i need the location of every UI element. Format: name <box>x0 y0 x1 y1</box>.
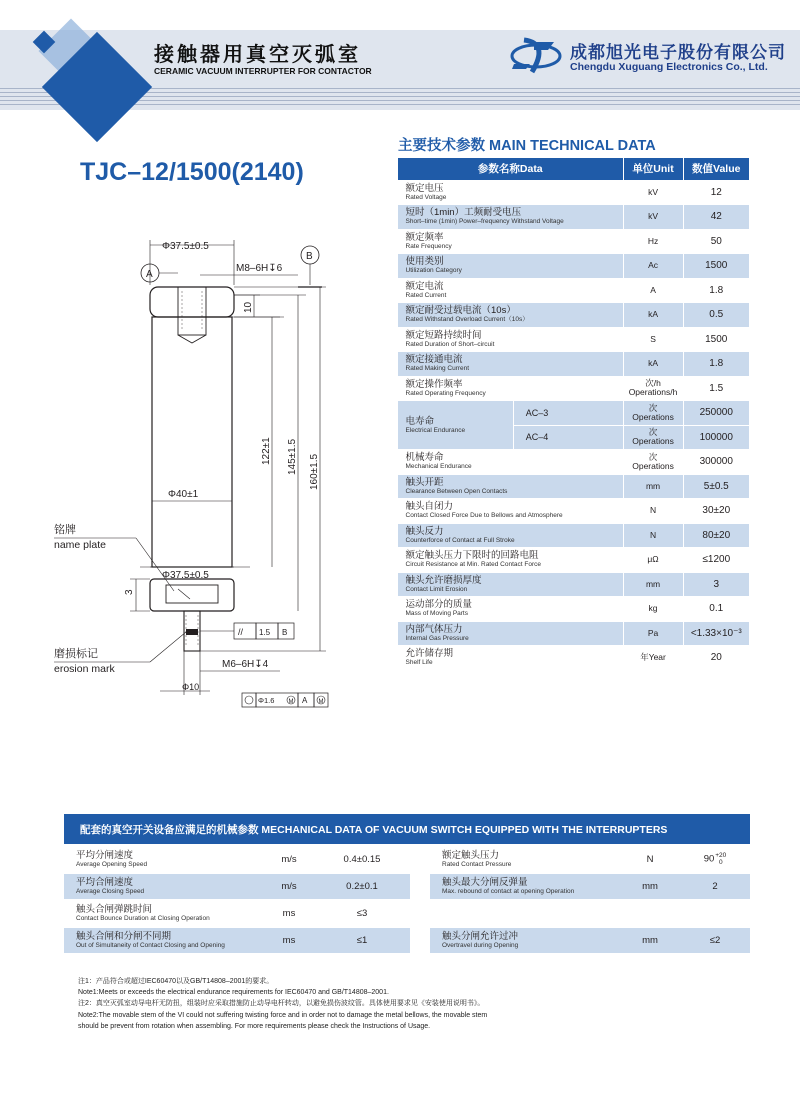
row-value: 50 <box>683 229 749 254</box>
row-label-cn: 触头自闭力 <box>405 501 454 513</box>
note-line: 注1：产品符合或超过IEC60470以及GB/T14808–2001的要求。 <box>78 978 274 985</box>
mech-table-right <box>430 846 750 955</box>
row-label-cn: 内部气体压力 <box>405 623 463 635</box>
unit-text-2: Operations/h <box>628 387 678 398</box>
row-label <box>398 254 624 279</box>
mech-unit: N <box>620 846 680 873</box>
thread-top-label: M8–6H↧6 <box>236 263 283 274</box>
row-unit <box>623 499 683 524</box>
mech-value <box>680 873 750 900</box>
mech-unit: m/s <box>264 873 314 900</box>
erosion-label-en: erosion mark <box>54 663 115 675</box>
row-value: ≤1200 <box>683 548 749 573</box>
mech-value <box>314 873 410 900</box>
note-line: should be prevent from rotation when assembling. For more requirements please check the Instructions of Usage. <box>78 1022 431 1030</box>
mech-unit: ms <box>264 927 314 954</box>
table-row <box>398 450 750 475</box>
row-value: 1500 <box>683 327 749 352</box>
parallel-tolerance: 1.5 <box>259 628 271 637</box>
table-row <box>398 523 750 548</box>
table-row <box>398 474 750 499</box>
nameplate-label-en: name plate <box>54 539 106 551</box>
row-label <box>398 303 624 328</box>
company-logo-icon <box>510 36 562 76</box>
row-label <box>398 352 624 377</box>
unit-text: A <box>650 284 656 295</box>
note-line: 注2：真空灭弧室动导电杆无防扭，组装时应采取措施防止动导电杆转动，以避免损伤波纹管。具体使用要求见《安装使用说明书》。 <box>78 1000 485 1008</box>
leader-line <box>150 632 186 662</box>
spec-table <box>397 158 749 671</box>
row-label-cn: 触头允许磨损厚度 <box>405 574 482 586</box>
mech-label-en: Overtravel during Opening <box>442 942 519 949</box>
dim-10-label: 10 <box>243 301 254 313</box>
row-unit <box>623 450 683 475</box>
tolerance-lower: 0 <box>718 859 723 866</box>
mech-unit: mm <box>620 873 680 900</box>
table-row <box>398 572 750 597</box>
mech-section-title: 配套的真空开关设备应满足的机械参数 MECHANICAL DATA OF VACUUM SWITCH EQUIPPED WITH THE INTERRUPTERS <box>64 814 750 844</box>
row-value: 1.5 <box>683 376 749 401</box>
endurance-category: AC–3 <box>513 401 623 426</box>
row-unit <box>623 180 683 205</box>
mech-label-cn: 触头分闸允许过冲 <box>442 931 519 942</box>
row-unit: 次 Operations <box>623 425 683 450</box>
row-unit <box>623 474 683 499</box>
row-label <box>398 474 624 499</box>
unit-text: kA <box>648 309 658 320</box>
mech-label-cn: 平均分闸速度 <box>76 849 134 861</box>
unit-text: Ac <box>648 260 658 271</box>
unit-text: kV <box>648 211 658 222</box>
row-value: 3 <box>683 572 749 597</box>
row-value: 1500 <box>683 254 749 279</box>
row-value: 100000 <box>683 425 749 450</box>
table-row <box>398 229 750 254</box>
unit-text: kV <box>648 186 658 197</box>
row-unit <box>623 646 683 671</box>
row-label-en: Contact Closed Force Due to Bellows and Atmosphere <box>405 512 563 520</box>
row-label-cn: 额定耐受过载电流（10s） <box>405 305 516 317</box>
note-line: Note2:The movable stem of the VI could not suffering twisting force and in order not to damage the metal bellows, the movable stem <box>78 1011 488 1019</box>
dim-160-label: 160±1.5 <box>309 453 320 490</box>
table-row <box>398 376 750 401</box>
row-label-cn: 额定频率 <box>405 231 444 243</box>
mech-label <box>430 900 620 927</box>
row-label-cn: 额定电压 <box>405 182 444 194</box>
hatch-line <box>178 589 190 599</box>
mech-value-text: ≤2 <box>709 935 721 946</box>
unit-text-2: Operations <box>632 460 674 471</box>
row-label-en: Mechanical Endurance <box>405 463 472 471</box>
row-value: 1.8 <box>683 278 749 303</box>
erosion-mark <box>186 629 198 635</box>
doc-title-en: CERAMIC VACUUM INTERRUPTER FOR CONTACTOR <box>154 66 372 76</box>
dia-body-label: Φ40±1 <box>168 489 199 500</box>
mech-value <box>680 846 750 873</box>
mech-value-text: ≤3 <box>356 908 368 919</box>
row-label <box>398 621 624 646</box>
mech-label <box>430 873 620 900</box>
row-label-cn: 额定电流 <box>405 280 444 292</box>
mech-label <box>64 900 264 927</box>
row-unit: 次 Operations <box>623 401 683 426</box>
table-row <box>64 846 410 873</box>
mech-unit: mm <box>620 927 680 954</box>
mech-unit: m/s <box>264 846 314 873</box>
row-label-cn: 触头反力 <box>405 525 444 537</box>
table-row <box>398 327 750 352</box>
leader-line <box>136 538 174 591</box>
upper-end-cap <box>150 287 234 317</box>
table-row <box>430 927 750 954</box>
position-tolerance: Φ1.6 <box>258 696 275 705</box>
unit-text: 次/h <box>645 378 661 389</box>
row-unit <box>623 572 683 597</box>
mmc-symbol: M <box>288 699 294 705</box>
table-row <box>398 352 750 377</box>
table-row <box>64 900 410 927</box>
mech-unit <box>620 900 680 927</box>
row-value: 1.8 <box>683 352 749 377</box>
mech-value <box>680 927 750 954</box>
row-value: 0.5 <box>683 303 749 328</box>
mech-label-en: Average Opening Speed <box>76 860 148 868</box>
row-unit <box>623 352 683 377</box>
row-label-cn: 短时（1min）工频耐受电压 <box>405 207 522 219</box>
row-label-cn: 额定操作频率 <box>405 378 463 390</box>
row-unit <box>623 327 683 352</box>
unit-text: 次 <box>648 451 658 462</box>
endurance-category: AC–4 <box>513 425 623 450</box>
mech-label <box>64 927 264 954</box>
spec-header-row <box>398 158 750 180</box>
parallel-ref: B <box>282 628 288 637</box>
spec-header-param: 参数名称Data <box>398 158 624 180</box>
row-label <box>398 229 624 254</box>
lower-end-cap <box>150 579 234 611</box>
row-label <box>398 597 624 622</box>
table-row <box>398 597 750 622</box>
mech-label-cn: 触头最大分闸反弹量 <box>442 877 528 888</box>
nameplate-label-cn: 铭牌 <box>54 524 76 536</box>
row-label-cn: 使用类别 <box>405 256 444 268</box>
table-row <box>398 548 750 573</box>
mech-label-en: Rated Contact Pressure <box>442 860 512 868</box>
unit-text: Pa <box>647 627 659 638</box>
mech-label-en: Out of Simultaneity of Contact Closing and Opening <box>76 942 225 949</box>
row-unit <box>623 229 683 254</box>
row-label <box>398 376 624 401</box>
company-name-cn: 成都旭光电子股份有限公司 <box>570 43 786 62</box>
ceramic-body <box>152 317 232 567</box>
parallel-symbol: // <box>238 627 244 637</box>
row-unit <box>623 278 683 303</box>
row-label-cn: 机械寿命 <box>405 452 444 464</box>
dia-top-label: Φ37.5±0.5 <box>162 241 209 252</box>
table-row <box>64 927 410 954</box>
mech-label <box>64 846 264 873</box>
row-value: 80±20 <box>683 523 749 548</box>
row-unit <box>623 621 683 646</box>
row-label-en: Rated Voltage <box>405 193 447 201</box>
unit-text: S <box>650 333 656 344</box>
row-value: 300000 <box>683 450 749 475</box>
mech-value-text: 90 <box>703 853 715 865</box>
name-plate <box>166 585 218 603</box>
row-label-en: Rated Withstand Overload Current（10s） <box>405 316 529 324</box>
mmc-symbol: M <box>318 699 324 705</box>
row-label-en: Rated Duration of Short–circuit <box>405 340 495 348</box>
row-label-en: Clearance Between Open Contacts <box>405 487 508 495</box>
unit-text: 年Year <box>640 652 666 663</box>
mech-value-text: ≤1 <box>356 935 368 946</box>
erosion-label-cn: 磨损标记 <box>54 648 98 660</box>
unit-text: μΩ <box>647 554 659 565</box>
table-row <box>398 303 750 328</box>
mech-label-en: Contact Bounce Duration at Closing Operation <box>76 915 210 922</box>
concentricity-icon <box>245 696 253 704</box>
row-label-en: Electrical Endurance <box>405 426 466 434</box>
row-label-en: Rated Current <box>405 291 447 299</box>
row-label <box>398 548 624 573</box>
row-value: 5±0.5 <box>683 474 749 499</box>
row-label-en: Short–time (1min) Power–frequency Withstand Voltage <box>405 218 564 226</box>
mech-value-text: 2 <box>712 881 718 892</box>
row-value: 0.1 <box>683 597 749 622</box>
row-value: 20 <box>683 646 749 671</box>
doc-title-cn: 接触器用真空灭弧室 <box>154 44 361 66</box>
row-label-cn: 运动部分的质量 <box>405 599 473 611</box>
row-unit <box>623 303 683 328</box>
dim-3-label: 3 <box>124 589 135 595</box>
row-label-cn: 额定触头压力下限时的回路电阻 <box>405 550 539 562</box>
position-ref: A <box>302 696 308 705</box>
unit-text: kA <box>648 358 658 369</box>
unit-text: mm <box>645 578 661 589</box>
row-unit <box>623 548 683 573</box>
table-row <box>398 205 750 230</box>
row-label <box>398 278 624 303</box>
mech-table-left <box>64 846 410 955</box>
table-row <box>398 401 750 426</box>
row-value: 250000 <box>683 401 749 426</box>
tolerance-upper: +20 <box>715 852 727 859</box>
spec-header-unit: 单位Unit <box>623 158 683 180</box>
row-label-en: Rate Frequency <box>405 242 452 250</box>
notes <box>78 976 578 1032</box>
row-unit <box>623 523 683 548</box>
table-row <box>398 646 750 671</box>
unit-text: Hz <box>647 235 659 246</box>
unit-text: kg <box>648 603 658 614</box>
table-row <box>64 873 410 900</box>
row-label <box>398 646 624 671</box>
mech-label <box>64 873 264 900</box>
tolerance-frame <box>242 693 256 707</box>
datum-b-label: B <box>306 251 313 262</box>
row-label-cn: 电寿命 <box>405 415 435 427</box>
dim-145-label: 145±1.5 <box>287 438 298 475</box>
table-row <box>398 254 750 279</box>
table-row <box>430 900 750 927</box>
mech-label-en: Average Closing Speed <box>76 888 145 895</box>
unit-text: mm <box>645 480 661 491</box>
row-label-en: Shelf Life <box>405 659 433 667</box>
mech-label-cn: 触头合闸和分闸不同期 <box>76 931 172 942</box>
outline-drawing <box>40 235 390 730</box>
row-label-en: Utilization Category <box>405 267 462 275</box>
row-label-en: Internal Gas Pressure <box>405 634 469 642</box>
thread-bottom-label: M6–6H↧4 <box>222 659 269 670</box>
mech-value <box>680 900 750 927</box>
unit-text: N <box>649 505 657 516</box>
row-label-en: Mass of Moving Parts <box>405 610 468 618</box>
row-unit <box>623 254 683 279</box>
mech-unit: ms <box>264 900 314 927</box>
dia-stem-label: Φ10 <box>182 682 200 692</box>
mech-label-cn: 平均合闸速度 <box>76 877 134 888</box>
mech-value <box>314 927 410 954</box>
row-label-en: Circuit Resistance at Min. Rated Contact Force <box>405 561 541 569</box>
row-label-cn: 额定接通电流 <box>405 354 463 366</box>
row-unit <box>623 597 683 622</box>
table-row <box>398 621 750 646</box>
row-label <box>398 572 624 597</box>
row-unit <box>623 376 683 401</box>
row-label-en: Counterforce of Contact at Full Stroke <box>405 536 515 544</box>
mech-value-text: 0.2±0.1 <box>346 881 378 892</box>
row-label <box>398 327 624 352</box>
row-label-cn: 额定短路持续时间 <box>405 329 482 341</box>
table-row <box>430 873 750 900</box>
mech-value-text: 0.4±0.15 <box>343 853 381 865</box>
table-row <box>430 846 750 873</box>
dim-122-label: 122±1 <box>261 437 272 465</box>
unit-text: N <box>649 529 657 540</box>
row-label-en: Rated Operating Frequency <box>405 389 486 397</box>
hole-tip <box>178 335 206 343</box>
row-label <box>398 523 624 548</box>
mech-label <box>430 846 620 873</box>
company-name-en: Chengdu Xuguang Electronics Co., Ltd. <box>570 61 768 73</box>
row-label-cn: 允许储存期 <box>405 648 454 660</box>
row-label <box>398 450 624 475</box>
row-value: <1.33×10⁻³ <box>683 621 749 646</box>
row-label-en: Rated Making Current <box>405 365 470 373</box>
row-label-en: Contact Limit Erosion <box>405 585 468 593</box>
row-unit <box>623 205 683 230</box>
mech-label-cn: 额定触头压力 <box>442 849 500 861</box>
row-value: 30±20 <box>683 499 749 524</box>
table-row <box>398 180 750 205</box>
datum-a-label: A <box>146 269 153 280</box>
row-label-cn: 触头开距 <box>405 476 444 488</box>
table-row <box>398 278 750 303</box>
note-line: Note1:Meets or exceeds the electrical endurance requirements for IEC60470 and GB/T14808–2001. <box>78 989 389 997</box>
mech-label-cn: 触头合闸弹跳时间 <box>76 904 153 915</box>
spec-title: 主要技术参数 MAIN TECHNICAL DATA <box>398 138 656 154</box>
spec-header-value: 数值Value <box>683 158 749 180</box>
row-label <box>398 180 624 205</box>
row-label <box>398 205 624 230</box>
row-value: 12 <box>683 180 749 205</box>
row-label <box>398 499 624 524</box>
mech-value <box>314 846 410 873</box>
mech-label-en: Max. rebound of contact at opening Operation <box>442 888 575 895</box>
model-number: TJC–12/1500(2140) <box>80 158 304 186</box>
mech-label <box>430 927 620 954</box>
mech-value <box>314 900 410 927</box>
table-row <box>398 499 750 524</box>
row-value: 42 <box>683 205 749 230</box>
dia-bottom-label: Φ37.5±0.5 <box>162 570 209 581</box>
